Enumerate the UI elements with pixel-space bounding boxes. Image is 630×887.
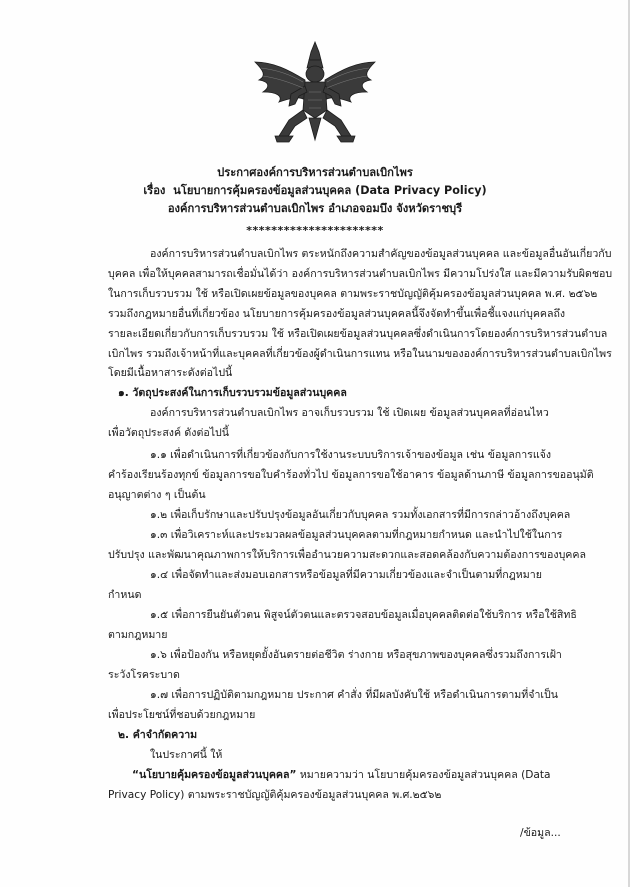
subject-text: นโยบายการคุ้มครองข้อมูลส่วนบุคคล (Data Privacy Policy) (173, 184, 487, 197)
list-item: กำหนด (108, 589, 142, 601)
intro-line: รายละเอียดเกี่ยวกับการเก็บรวบรวม ใช้ หรือเปิดเผยข้อมูลส่วนบุคคลซึ่งดำเนินการโดยองค์การบริหารส่วนตำบล (108, 328, 608, 340)
list-item: ระวังโรคระบาด (108, 669, 180, 681)
intro-line: เบิกไพร รวมถึงเจ้าหน้าที่และบุคคลที่เกี่ยวข้องผู้ดำเนินการแทน หรือในนามขององค์การบริหารส่วนตำบลเบิกไพร (108, 348, 612, 360)
list-item: ๑.๔ เพื่อจัดทำและส่งมอบเอกสารหรือข้อมูลที่มีความเกี่ยวข้องและจำเป็นตามที่กฎหมาย (150, 569, 542, 581)
continuation-note: /ข้อมูล... (520, 827, 561, 839)
announcement-title: ประกาศองค์การบริหารส่วนตำบลเบิกไพร (217, 166, 413, 179)
definition-text: หมายความว่า นโยบายคุ้มครองข้อมูลส่วนบุคคล (Data (296, 769, 551, 781)
intro-line: ในการเก็บรวบรวม ใช้ หรือเปิดเผยข้อมูลของบุคคล ตามพระราชบัญญัติคุ้มครองข้อมูลส่วนบุคคล พ.ศ. ๒๕๖๒ (108, 288, 598, 300)
section2-lead: ในประกาศนี้ ให้ (150, 749, 223, 761)
list-item: ปรับปรุง และพัฒนาคุณภาพการให้บริการเพื่ออำนวยความสะดวกและสอดคล้องกับความต้องการของบุคคล (108, 549, 586, 561)
section1-heading: ๑. วัตถุประสงค์ในการเก็บรวบรวมข้อมูลส่วนบุคคล (118, 387, 347, 399)
intro-line: โดยมีเนื้อหาสาระดังต่อไปนี้ (108, 367, 233, 379)
list-item: ๑.๗ เพื่อการปฏิบัติตามกฎหมาย ประกาศ คำสั่ง ที่มีผลบังคับใช้ หรือดำเนินการตามที่จำเป็น (150, 689, 558, 701)
list-item: ๑.๖ เพื่อป้องกัน หรือหยุดยั้งอันตรายต่อชีวิต ร่างกาย หรือสุขภาพของบุคคลซึ่งรวมถึงการเฝ้า (150, 649, 562, 661)
intro-line: บุคคล เพื่อให้บุคคลสามารถเชื่อมั่นได้ว่า องค์การบริหารส่วนตำบลเบิกไพร มีความโปร่งใส และมีความรับผิดชอบ (108, 268, 613, 280)
list-item: ๑.๑ เพื่อดำเนินการที่เกี่ยวข้องกับการใช้งานระบบบริการเจ้าของข้อมูล เช่น ข้อมูลการแจ้ง (150, 449, 552, 461)
section2-heading: ๒. คำจำกัดความ (118, 729, 198, 741)
list-item: อนุญาตต่าง ๆ เป็นต้น (108, 489, 206, 501)
definition-line: Privacy Policy) ตามพระราชบัญญัติคุ้มครองข้อมูลส่วนบุคคล พ.ศ.๒๕๖๒ (108, 789, 442, 801)
separator: ********************** (246, 224, 384, 237)
list-item: ตามกฎหมาย (108, 629, 168, 641)
intro-line: รวมถึงกฎหมายอื่นที่เกี่ยวข้อง นโยบายการคุ้มครองข้อมูลส่วนบุคคลนี้จึงจัดทำขึ้นเพื่อชี้แจงแก่บุคคลถึง (108, 308, 566, 320)
intro-line: องค์การบริหารส่วนตำบลเบิกไพร ตระหนักถึงความสำคัญของข้อมูลส่วนบุคคล และข้อมูลอื่นอันเกี่ยวกับ (150, 248, 612, 260)
definition-term: “นโยบายคุ้มครองข้อมูลส่วนบุคคล” (132, 769, 297, 781)
garuda-emblem (249, 40, 381, 148)
announcement-org: องค์การบริหารส่วนตำบลเบิกไพร อำเภอจอมบึง จังหวัดราชบุรี (167, 202, 463, 215)
list-item: เพื่อประโยชน์ที่ชอบด้วยกฎหมาย (108, 709, 256, 721)
section1-lead: เพื่อวัตถุประสงค์ ดังต่อไปนี้ (108, 427, 229, 439)
list-item: คำร้องเรียนร้องทุกข์ ข้อมูลการขอใบคำร้องทั่วไป ข้อมูลการขอใช้อาคาร ข้อมูลด้านภาษี ข้อมูลการขออนุมัติ (108, 469, 594, 481)
section1-lead: องค์การบริหารส่วนตำบลเบิกไพร อาจเก็บรวบรวม ใช้ เปิดเผย ข้อมูลส่วนบุคคลที่อ่อนไหว (150, 407, 549, 419)
list-item: ๑.๓ เพื่อวิเคราะห์และประมวลผลข้อมูลส่วนบุคคลตามที่กฎหมายกำหนด และนำไปใช้ในการ (150, 529, 563, 541)
definition-line (132, 768, 551, 782)
announcement-subject (0, 183, 630, 199)
subject-prefix: เรื่อง (143, 184, 166, 197)
list-item: ๑.๕ เพื่อการยืนยันตัวตน พิสูจน์ตัวตนและตรวจสอบข้อมูลเมื่อบุคคลติดต่อใช้บริการ หรือใช้สิทธิ (150, 609, 577, 621)
list-item: ๑.๒ เพื่อเก็บรักษาและปรับปรุงข้อมูลอันเกี่ยวกับบุคคล รวมทั้งเอกสารที่มีการกล่าวอ้างถึงบุคคล (150, 509, 571, 521)
